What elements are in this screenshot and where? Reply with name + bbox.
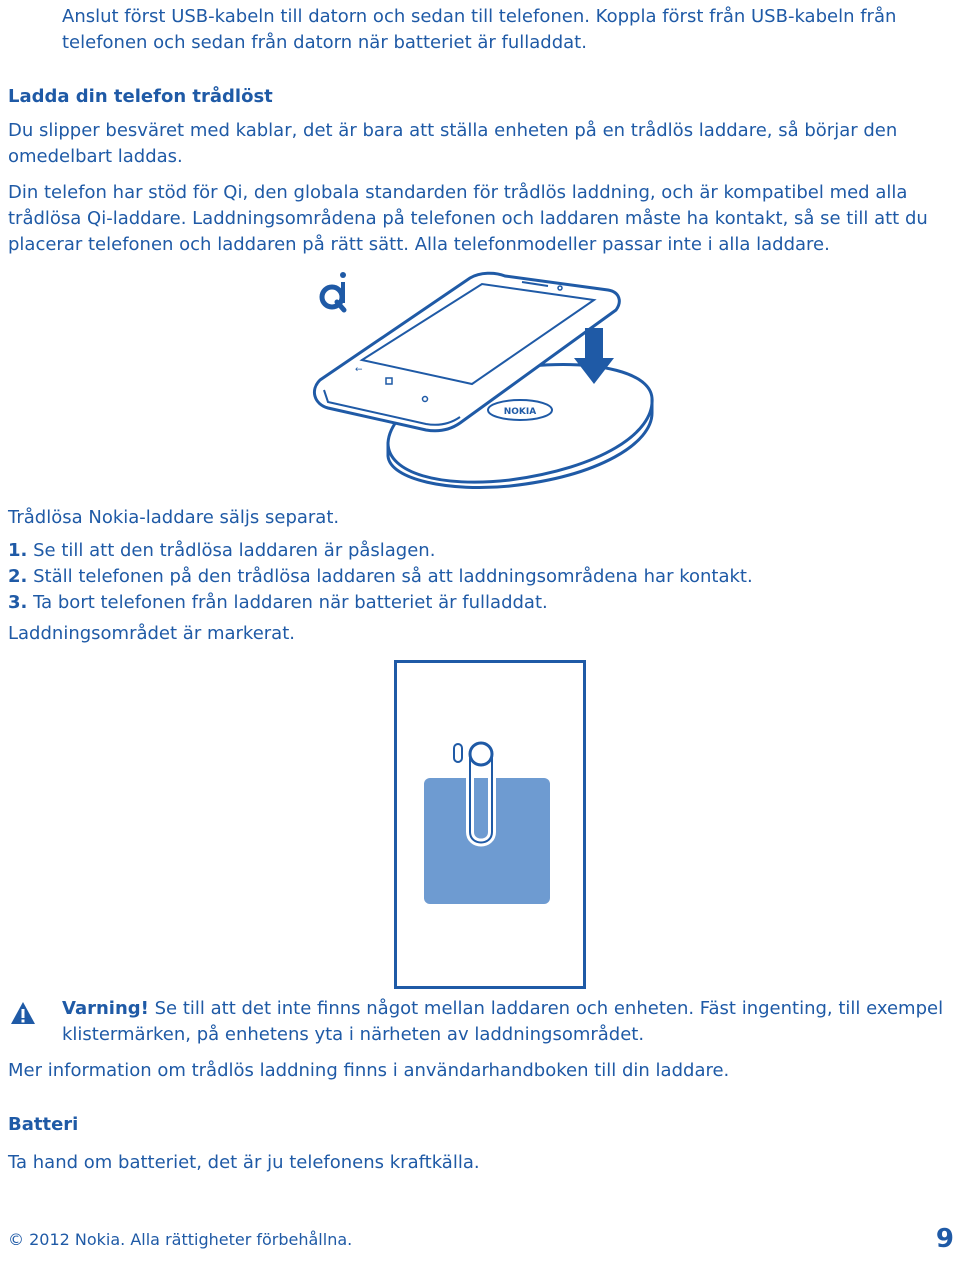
warning-label: Varning!: [62, 998, 149, 1019]
step-item: 2. Ställ telefonen på den trådlösa laddaren så att laddningsområdena har kontakt.: [8, 566, 753, 587]
phone-back-illustration: [394, 660, 586, 990]
wireless-paragraph-1: Du slipper besväret med kablar, det är bara att ställa enheten på en trådlös laddare, så börjar den omedelbart laddas.: [8, 120, 898, 167]
charger-brand-label: NOKIA: [503, 407, 537, 417]
step-item: 3. Ta bort telefonen från laddaren när batteriet är fulladdat.: [8, 592, 548, 613]
svg-text:←: ←: [355, 365, 363, 375]
sold-separately-text: Trådlösa Nokia-laddare säljs separat.: [8, 507, 340, 528]
qi-logo-icon: [322, 272, 346, 310]
page-number: 9: [935, 1224, 954, 1254]
section-heading-wireless: Ladda din telefon trådlöst: [8, 86, 273, 107]
intro-text: Anslut först USB-kabeln till datorn och sedan till telefonen. Koppla först från USB-kabeln från telefonen och sedan från datorn när batteriet är fulladdat.: [62, 6, 897, 53]
steps-list: [8, 538, 954, 616]
warning-text: Varning! Se till att det inte finns något mellan laddaren och enheten. Fäst ingenting, till exempel klistermärken, på enhetens yta i närheten av laddningsområdet.: [62, 998, 944, 1045]
copyright: © 2012 Nokia. Alla rättigheter förbehållna.: [8, 1230, 353, 1249]
phone-on-charger-illustration: [300, 268, 670, 498]
battery-text: Ta hand om batteriet, det är ju telefonens kraftkälla.: [8, 1152, 480, 1173]
step-item: 1. Se till att den trådlösa laddaren är påslagen.: [8, 540, 436, 561]
camera-lens-icon: [470, 743, 492, 765]
marked-area-text: Laddningsområdet är markerat.: [8, 623, 295, 644]
section-heading-battery: Batteri: [8, 1114, 79, 1135]
warning-icon: [10, 1000, 36, 1026]
more-info-text: Mer information om trådlös laddning finns i användarhandboken till din laddare.: [8, 1060, 730, 1081]
wireless-paragraph-2: Din telefon har stöd för Qi, den globala standarden för trådlös laddning, och är kompatibel med alla trådlösa Qi-laddare. Laddningsområdena på telefonen och laddaren måste ha kontakt, så se till att du placerar telefonen och laddaren på rätt sätt. Alla telefonmodeller passar inte i alla laddare.: [8, 182, 928, 255]
